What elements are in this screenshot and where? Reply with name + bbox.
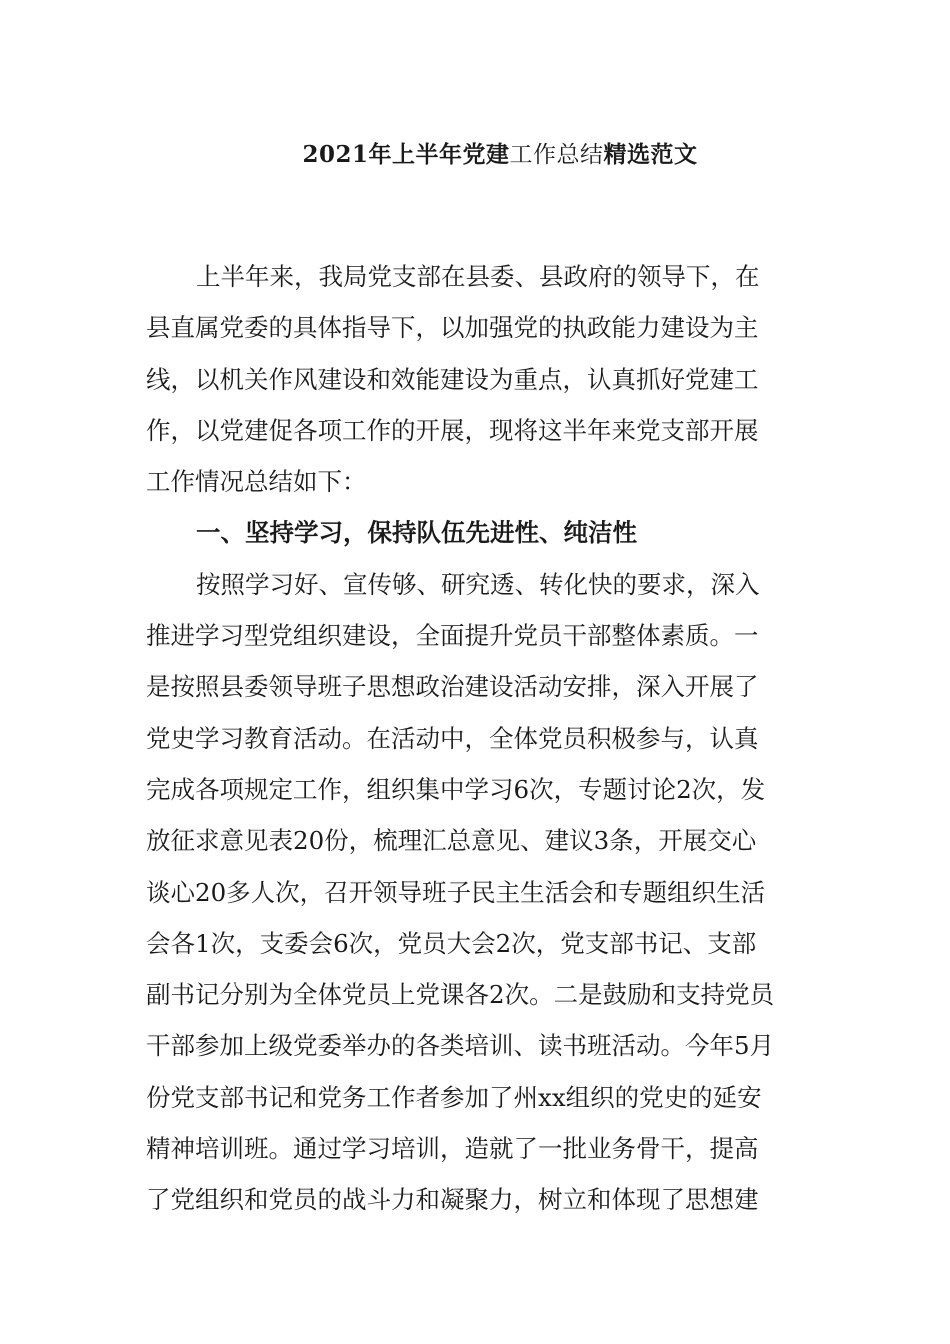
text-line: 了党组织和党员的战斗力和凝聚力，树立和体现了思想建 — [146, 1185, 759, 1215]
text-line: 完成各项规定工作，组织集中学习6次，专题讨论2次，发 — [146, 774, 766, 804]
text-line: 份党支部书记和党务工作者参加了州xx组织的党史的延安 — [146, 1082, 762, 1112]
title-part-3: 精选范文 — [603, 141, 698, 168]
text-line: 会各1次，支委会6次，党员大会2次，党支部书记、支部 — [146, 928, 757, 958]
text-line: 县直属党委的具体指导下，以加强党的执政能力建设为主 — [146, 313, 759, 343]
title-part-2: 工作总结 — [509, 142, 604, 168]
title-part-1: 2021年上半年党建 — [302, 141, 510, 168]
text-line: 党史学习教育活动。在活动中，全体党员积极参与，认真 — [146, 723, 759, 753]
document-body — [146, 251, 806, 1226]
text-line: 按照学习好、宣传够、研究透、转化快的要求，深入 — [196, 569, 760, 599]
text-line: 作，以党建促各项工作的开展，现将这半年来党支部开展 — [146, 415, 759, 445]
text-line: 是按照县委领导班子思想政治建设活动安排，深入开展了 — [146, 672, 759, 702]
text-line: 上半年来，我局党支部在县委、县政府的领导下，在 — [196, 262, 760, 291]
text-line: 放征求意见表20份，梳理汇总意见、建议3条，开展交心 — [146, 826, 757, 856]
text-line: 工作情况总结如下： — [146, 467, 367, 497]
text-line: 线，以机关作风建设和效能建设为重点，认真抓好党建工 — [146, 364, 759, 394]
text-line: 干部参加上级党委举办的各类培训、读书班活动。今年5月 — [146, 1031, 775, 1061]
document-title — [0, 136, 950, 174]
section-heading: 一、坚持学习，保持队伍先进性、纯洁性 — [196, 518, 637, 548]
text-line: 精神培训班。通过学习培训，造就了一批业务骨干，提高 — [146, 1134, 759, 1164]
text-line: 谈心20多人次，召开领导班子民主生活会和专题组织生活 — [146, 877, 766, 907]
text-line: 副书记分别为全体党员上党课各2次。二是鼓励和支持党员 — [146, 980, 775, 1010]
text-line: 推进学习型党组织建设，全面提升党员干部整体素质。一 — [146, 621, 759, 651]
